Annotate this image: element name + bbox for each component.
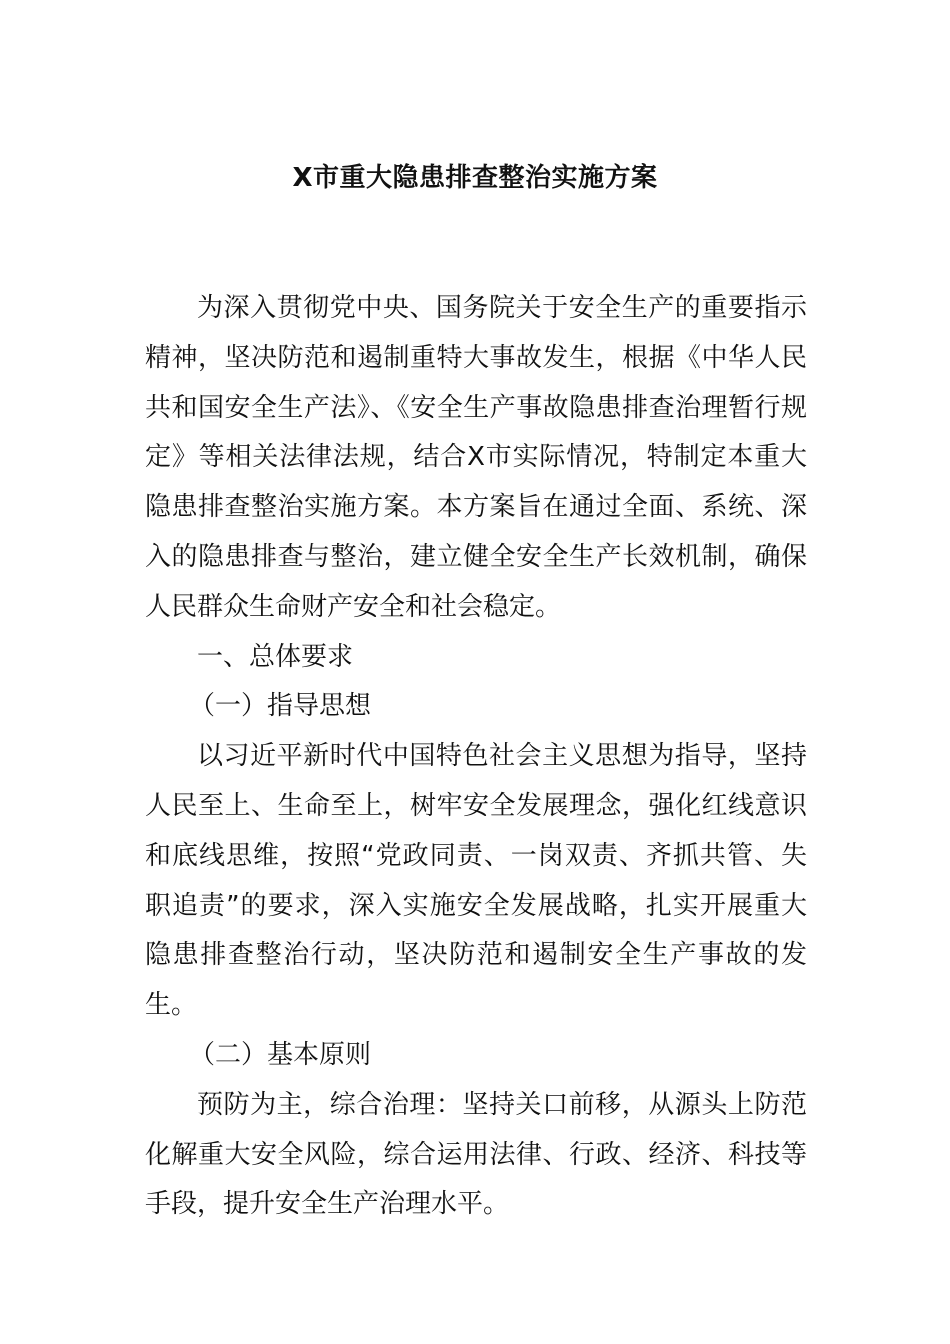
subsection-heading-guiding-ideology: （一）指导思想 bbox=[189, 691, 372, 722]
basic-principles-paragraph: 预防为主，综合治理：坚持关口前移，从源头上防范化解重大安全风险，综合运用法律、行政、经济、科技等手段，提升安全生产治理水平。 bbox=[145, 1089, 807, 1220]
section-heading-overall-requirements: 一、总体要求 bbox=[197, 641, 354, 672]
intro-paragraph: 为深入贯彻党中央、国务院关于安全生产的重要指示精神，坚决防范和遏制重特大事故发生，根据《中华人民共和国安全生产法》、《安全生产事故隐患排查治理暂行规定》等相关法律法规，结合X市实际情况，特制定本重大隐患排查整治实施方案。本方案旨在通过全面、系统、深入的隐患排查与整治，建立健全安全生产长效机制，确保人民群众生命财产安全和社会稳定。 bbox=[145, 293, 807, 622]
guiding-ideology-paragraph: 以习近平新时代中国特色社会主义思想为指导，坚持人民至上、生命至上，树牢安全发展理念，强化红线意识和底线思维，按照“党政同责、一岗双责、齐抓共管、失职追责”的要求，深入实施安全发展战略，扎实开展重大隐患排查整治行动，坚决防范和遏制安全生产事故的发生。 bbox=[145, 741, 807, 1021]
subsection-heading-basic-principles: （二）基本原则 bbox=[189, 1039, 372, 1070]
document-body bbox=[145, 284, 807, 1230]
document-title: X市重大隐患排查整治实施方案 bbox=[292, 163, 658, 193]
